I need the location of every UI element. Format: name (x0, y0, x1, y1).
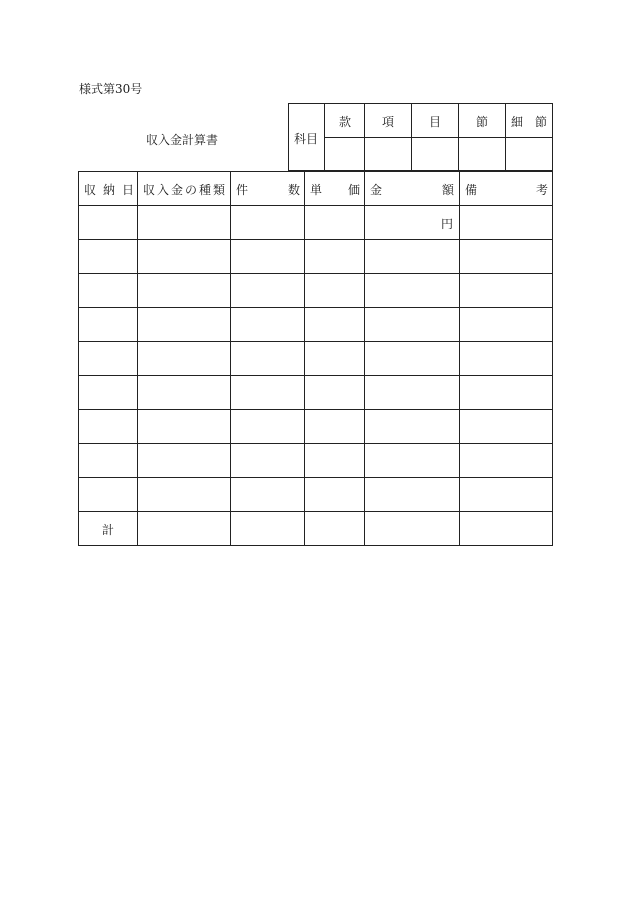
cell-unit-price[interactable] (304, 307, 365, 342)
subject-header-setsu-label: 節 (476, 115, 489, 129)
subject-header-kou-label: 項 (382, 115, 395, 129)
cell-type[interactable] (137, 375, 231, 410)
header-amount-char-2: 額 (442, 183, 455, 197)
cell-type[interactable] (137, 273, 231, 308)
cell-type[interactable] (137, 307, 231, 342)
cell-unit-price[interactable] (304, 273, 365, 308)
cell-remarks[interactable] (459, 205, 553, 240)
cell-type[interactable] (137, 239, 231, 274)
header-count (230, 171, 305, 206)
cell-count[interactable] (230, 341, 305, 376)
cell-date[interactable] (78, 409, 138, 444)
cell-amount[interactable] (364, 375, 460, 410)
cell-remarks[interactable] (459, 239, 553, 274)
document-title: 収入金計算書 (146, 133, 219, 147)
header-amount-char-1: 金 (370, 183, 383, 197)
header-remarks-char-2: 考 (536, 183, 549, 197)
cell-unit-price[interactable] (304, 477, 365, 512)
cell-date[interactable] (78, 443, 138, 478)
cell-amount[interactable] (364, 409, 460, 444)
cell-amount[interactable] (364, 273, 460, 308)
cell-count[interactable] (230, 273, 305, 308)
subject-label-cell (288, 103, 325, 171)
cell-remarks[interactable] (459, 477, 553, 512)
cell-unit-price[interactable] (304, 239, 365, 274)
header-date-char-1: 収 (84, 183, 97, 197)
cell-unit-price[interactable] (304, 205, 365, 240)
cell-remarks[interactable] (459, 341, 553, 376)
header-unit-price (304, 171, 365, 206)
cell-remarks[interactable] (459, 273, 553, 308)
cell-remarks[interactable] (459, 443, 553, 478)
cell-date[interactable] (78, 205, 138, 240)
cell-date[interactable] (78, 477, 138, 512)
cell-count[interactable] (230, 409, 305, 444)
header-date (78, 171, 138, 206)
cell-type[interactable] (137, 443, 231, 478)
header-date-char-2: 納 (103, 183, 116, 197)
subject-header-moku (411, 103, 459, 138)
cell-remarks[interactable] (459, 375, 553, 410)
cell-amount[interactable] (364, 511, 460, 546)
cell-unit-price[interactable] (304, 443, 365, 478)
cell-unit-price[interactable] (304, 341, 365, 376)
cell-amount[interactable] (364, 341, 460, 376)
cell-date[interactable] (78, 341, 138, 376)
cell-type[interactable] (137, 409, 231, 444)
cell-count[interactable] (230, 477, 305, 512)
subject-header-kan (324, 103, 365, 138)
cell-date[interactable] (78, 273, 138, 308)
cell-amount[interactable] (364, 307, 460, 342)
subject-header-saisetsu-label: 細 節 (511, 115, 548, 129)
subject-label: 科目 (294, 132, 319, 146)
cell-date (78, 511, 138, 546)
cell-amount[interactable] (364, 239, 460, 274)
cell-count[interactable] (230, 307, 305, 342)
header-remarks (459, 171, 553, 206)
cell-date[interactable] (78, 239, 138, 274)
total-label: 計 (102, 523, 115, 537)
subject-header-kan-label: 款 (339, 115, 352, 129)
cell-remarks[interactable] (459, 307, 553, 342)
header-unit-price-char-2: 価 (348, 183, 361, 197)
cell-unit-price[interactable] (304, 409, 365, 444)
header-amount (364, 171, 460, 206)
cell-remarks[interactable] (459, 511, 553, 546)
cell-unit-price[interactable] (304, 511, 365, 546)
cell-count[interactable] (230, 443, 305, 478)
subject-input-setsu[interactable] (458, 137, 506, 171)
cell-type[interactable] (137, 477, 231, 512)
subject-header-saisetsu (505, 103, 553, 138)
header-unit-price-char-1: 単 (310, 183, 323, 197)
header-type-label: 収入金の種類 (143, 183, 228, 197)
header-type (137, 171, 231, 206)
header-date-char-3: 日 (122, 183, 135, 197)
cell-count[interactable] (230, 375, 305, 410)
cell-amount[interactable] (364, 205, 460, 240)
form-number: 様式第30号 (79, 82, 143, 96)
cell-date[interactable] (78, 307, 138, 342)
cell-type[interactable] (137, 511, 231, 546)
header-count-char-1: 件 (236, 183, 249, 197)
cell-amount[interactable] (364, 477, 460, 512)
subject-input-saisetsu[interactable] (505, 137, 553, 171)
cell-unit-price[interactable] (304, 375, 365, 410)
subject-header-setsu (458, 103, 506, 138)
subject-input-moku[interactable] (411, 137, 459, 171)
currency-unit: 円 (440, 217, 453, 231)
cell-count[interactable] (230, 239, 305, 274)
cell-date[interactable] (78, 375, 138, 410)
cell-type[interactable] (137, 205, 231, 240)
cell-type[interactable] (137, 341, 231, 376)
subject-header-moku-label: 目 (429, 115, 442, 129)
cell-amount[interactable] (364, 443, 460, 478)
subject-input-kou[interactable] (364, 137, 412, 171)
cell-count[interactable] (230, 205, 305, 240)
header-remarks-char-1: 備 (465, 183, 478, 197)
cell-remarks[interactable] (459, 409, 553, 444)
subject-input-kan[interactable] (324, 137, 365, 171)
header-count-char-2: 数 (288, 183, 301, 197)
cell-count[interactable] (230, 511, 305, 546)
subject-header-kou (364, 103, 412, 138)
